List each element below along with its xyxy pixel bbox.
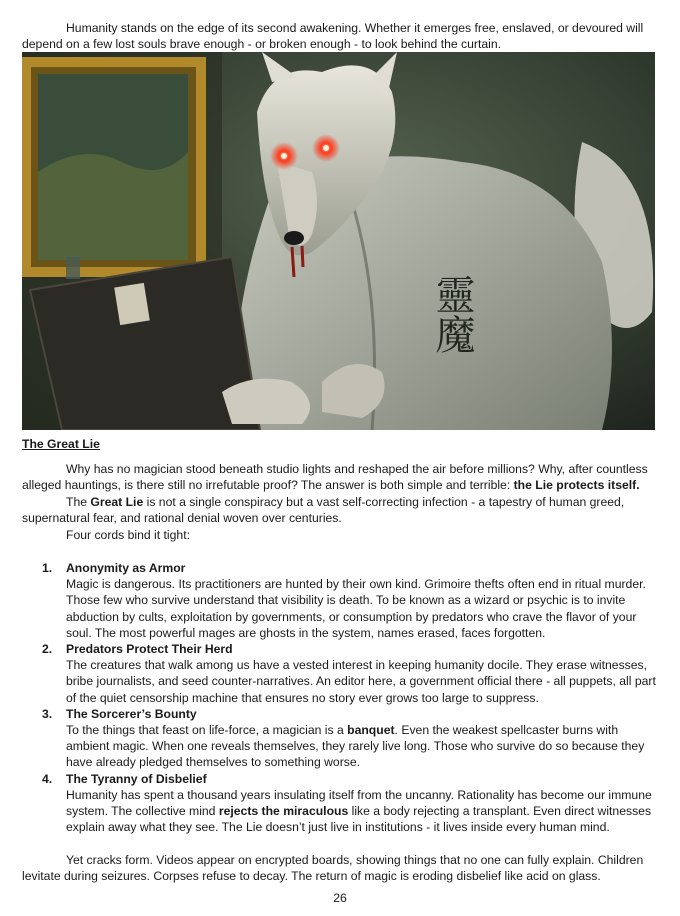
list-number: 3. bbox=[42, 706, 53, 721]
paragraph-four-cords: Four cords bind it tight: bbox=[66, 528, 190, 542]
list-item-title: The Tyranny of Disbelief bbox=[66, 771, 207, 786]
robe-glyphs: 靈魔 bbox=[429, 274, 475, 354]
list-number: 4. bbox=[42, 771, 53, 786]
closing-paragraph: Yet cracks form. Videos appear on encrypted boards, showing things that no one can fully explain. Children levitate during seizures. Corpses refuse to decay. The return of magic is eroding disbelief like acid on glass. bbox=[22, 853, 644, 884]
list-item-title: Predators Protect Their Herd bbox=[66, 642, 233, 657]
intro-paragraph: Humanity stands on the edge of its second awakening. Whether it emerges free, enslaved, or devoured will depend on a few lost souls brave enough - or broken enough - to look behind the curtain. bbox=[22, 21, 644, 52]
list-item-title: The Sorcerer’s Bounty bbox=[66, 706, 197, 721]
cords-list bbox=[22, 560, 662, 835]
section-heading: The Great Lie bbox=[22, 437, 100, 451]
list-item bbox=[22, 641, 662, 706]
list-item-title: Anonymity as Armor bbox=[66, 561, 186, 575]
list-number: 2. bbox=[42, 642, 53, 657]
list-item bbox=[22, 560, 662, 641]
werewolf-illustration bbox=[22, 52, 655, 430]
page-number: 26 bbox=[333, 891, 347, 905]
list-item-text: Magic is dangerous. Its practitioners are hunted by their own kind. Grimoire thefts often end in ritual murder. Those few who survive understand that visibility is death. To be known as a wizard or psychic is to invite abduction by cults, exploitation by governments, or consumption by predators who crave the flavor of your soul. The most powerful mages are ghosts in the system, names erased, faces forgotten. bbox=[66, 577, 646, 640]
paragraph-great-lie: The Great Lie is not a single conspiracy but a vast self-correcting infection - a tapestry of human greed, supernatural fear, and rational denial woven over centuries. bbox=[22, 495, 625, 526]
list-item bbox=[22, 771, 662, 836]
list-number: 1. bbox=[42, 561, 53, 575]
paragraph-why: Why has no magician stood beneath studio lights and reshaped the air before millions? Why, after countless alleged hauntings, is there still no irrefutable proof? The answer is both simple and terrible: the Lie protects itself. bbox=[22, 462, 648, 493]
list-item-text: Humanity has spent a thousand years insulating itself from the uncanny. Rationality has become our immune system. The collective mind rejects the miraculous like a body rejecting a transplant. Even direct witnesses explain away what they see. The Lie doesn’t just live in institutions - it lives inside every human mind. bbox=[66, 787, 652, 835]
list-item bbox=[22, 706, 662, 771]
list-item-text: The creatures that walk among us have a vested interest in keeping humanity docile. They erase witnesses, bribe journalists, and seed counter-narratives. An editor here, a government official there - all puppets, all part of the quiet censorship machine that ensures no story ever grows too large to suppress. bbox=[66, 658, 656, 705]
list-item-text: To the things that feast on life-force, a magician is a banquet. Even the weakest spellcaster burns with ambient magic. When one reveals themselves, they rarely live long. Those who survive do so because they have already pledged themselves to something worse. bbox=[66, 723, 645, 770]
